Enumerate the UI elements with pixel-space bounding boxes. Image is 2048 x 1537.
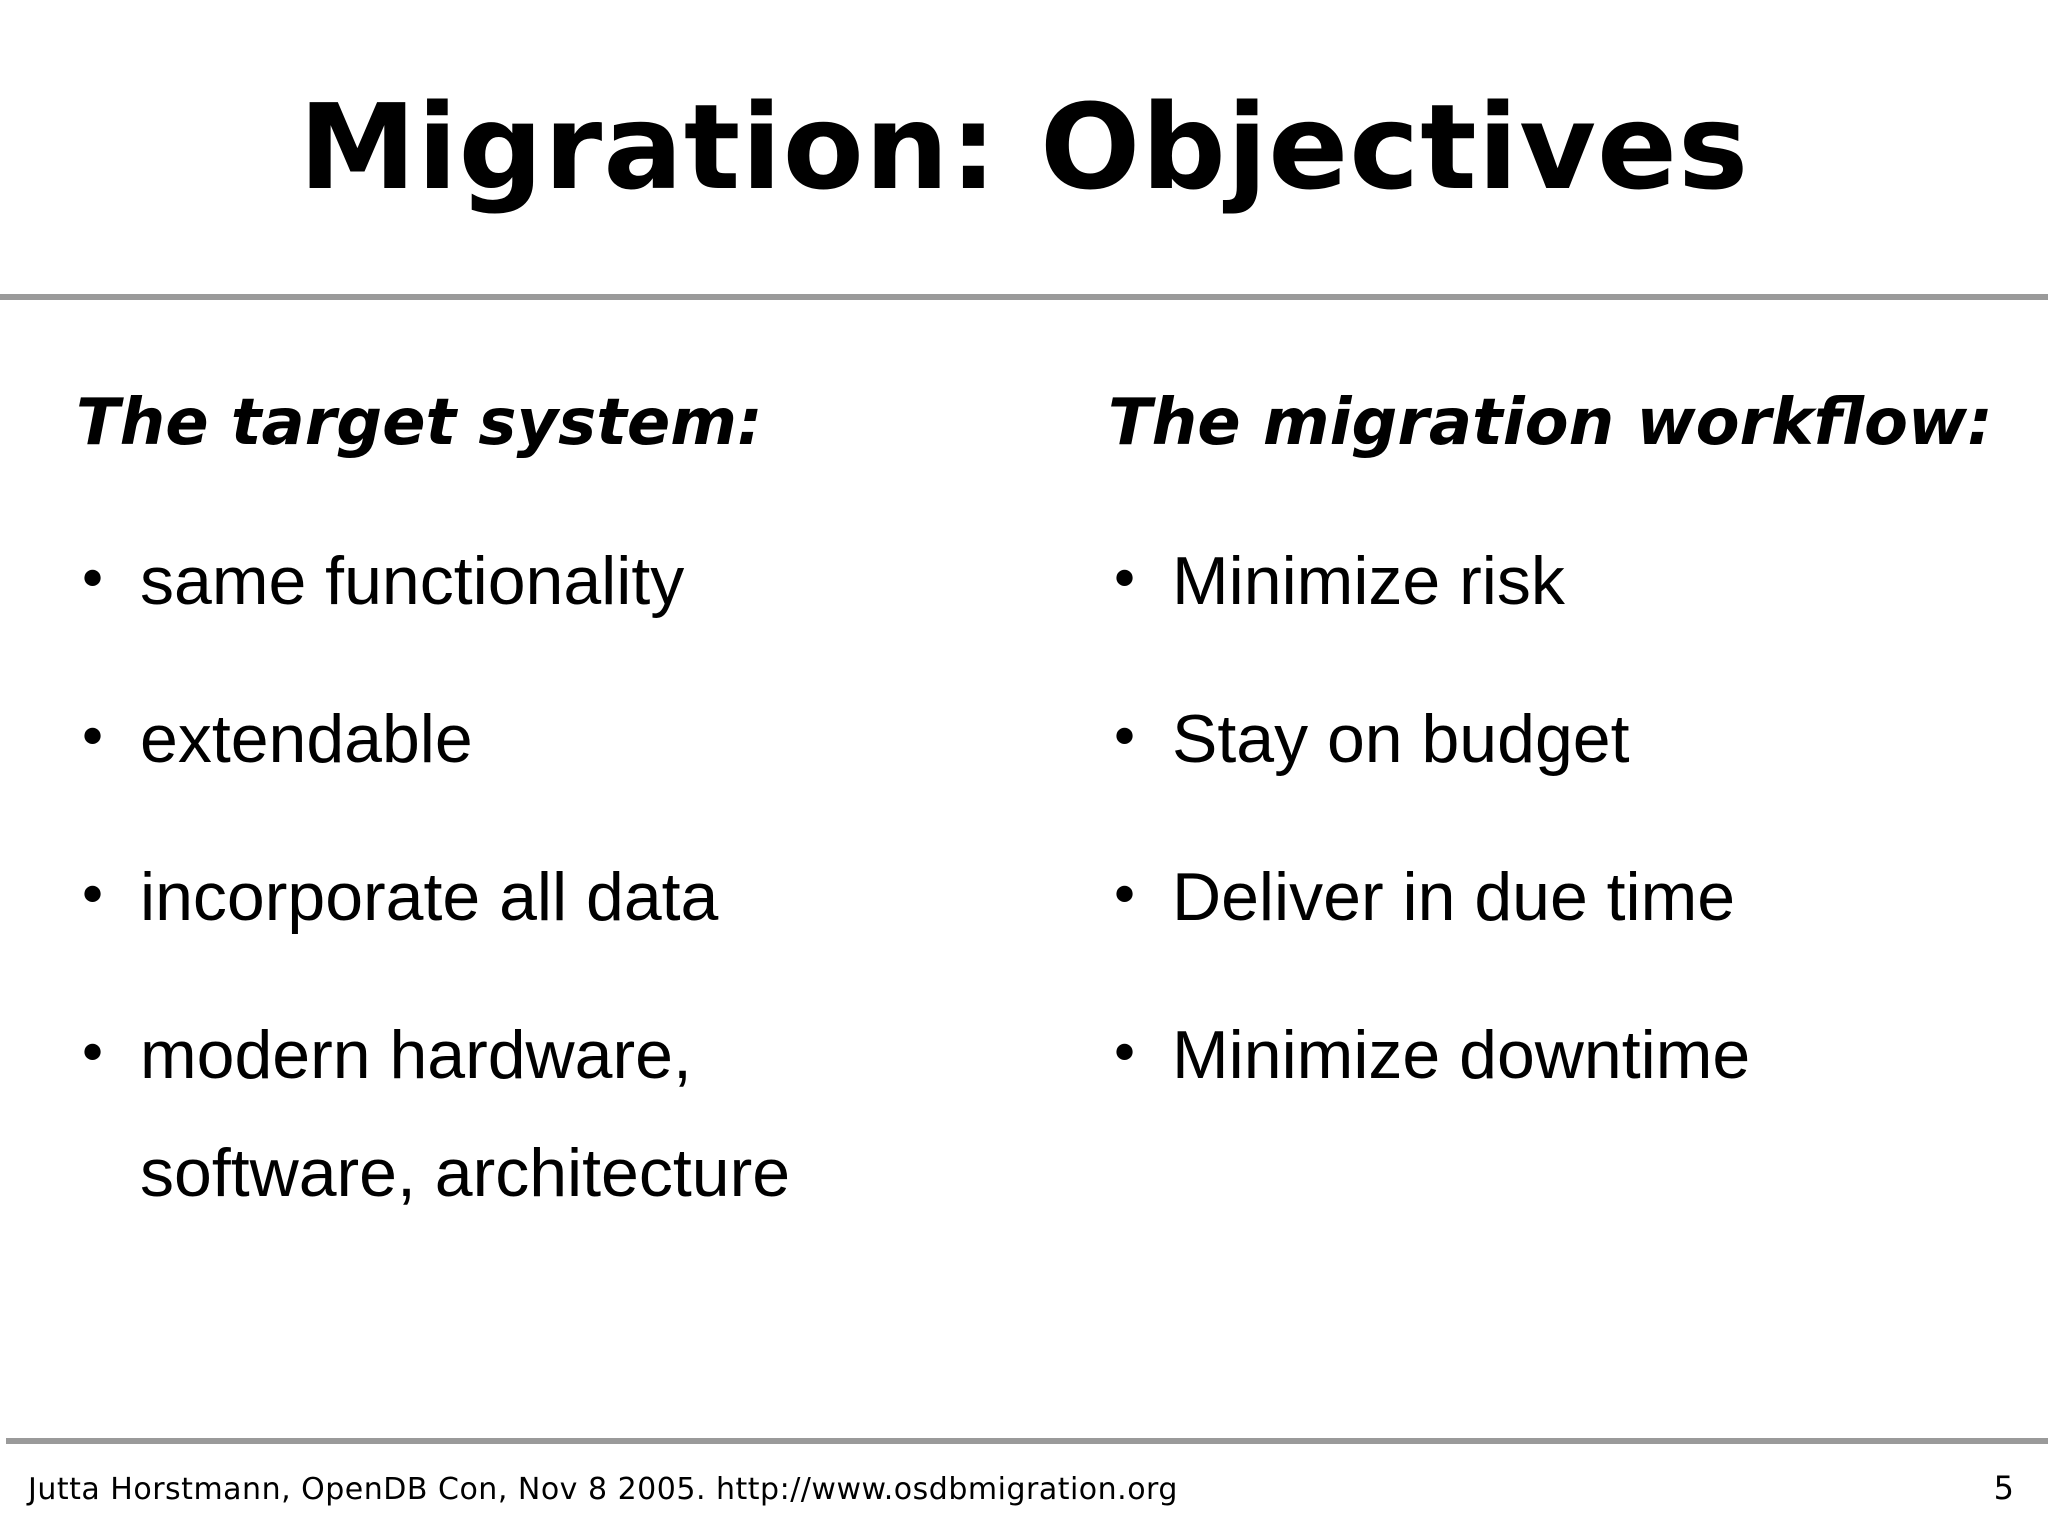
left-column-heading: The target system: xyxy=(76,386,763,460)
list-item-text: Deliver in due time xyxy=(1172,859,1736,935)
bullet-icon: • xyxy=(1108,706,1142,771)
left-column xyxy=(76,378,1036,1272)
list-item-text: extendable xyxy=(140,701,473,777)
list-item-text: modern hardware, software, architecture xyxy=(140,1017,791,1211)
list-item xyxy=(1108,680,2028,798)
list-item xyxy=(76,838,1036,956)
list-item xyxy=(76,996,1036,1232)
bullet-icon: • xyxy=(1108,1022,1142,1087)
bullet-icon: • xyxy=(76,1022,110,1087)
page-number: 5 xyxy=(1993,1469,2014,1507)
footer-divider xyxy=(6,1438,2048,1444)
right-column-heading: The migration workflow: xyxy=(1108,386,1993,460)
list-item xyxy=(76,680,1036,798)
list-item-text: Minimize risk xyxy=(1172,543,1565,619)
bullet-icon: • xyxy=(1108,864,1142,929)
list-item-text: Minimize downtime xyxy=(1172,1017,1751,1093)
right-bullet-list xyxy=(1108,522,2028,1114)
footer-credit: Jutta Horstmann, OpenDB Con, Nov 8 2005. http://www.osdbmigration.org xyxy=(28,1472,1178,1507)
bullet-icon: • xyxy=(76,864,110,929)
list-item-text: incorporate all data xyxy=(140,859,719,935)
bullet-icon: • xyxy=(1108,548,1142,613)
bullet-icon: • xyxy=(76,706,110,771)
right-column xyxy=(1108,378,2028,1154)
list-item xyxy=(1108,522,2028,640)
list-item xyxy=(1108,996,2028,1114)
list-item xyxy=(76,522,1036,640)
list-item-text: same functionality xyxy=(140,543,685,619)
bullet-icon: • xyxy=(76,548,110,613)
title-divider xyxy=(0,294,2048,300)
list-item xyxy=(1108,838,2028,956)
list-item-text: Stay on budget xyxy=(1172,701,1630,777)
left-bullet-list xyxy=(76,522,1036,1232)
slide-title: Migration: Objectives xyxy=(298,78,1750,216)
